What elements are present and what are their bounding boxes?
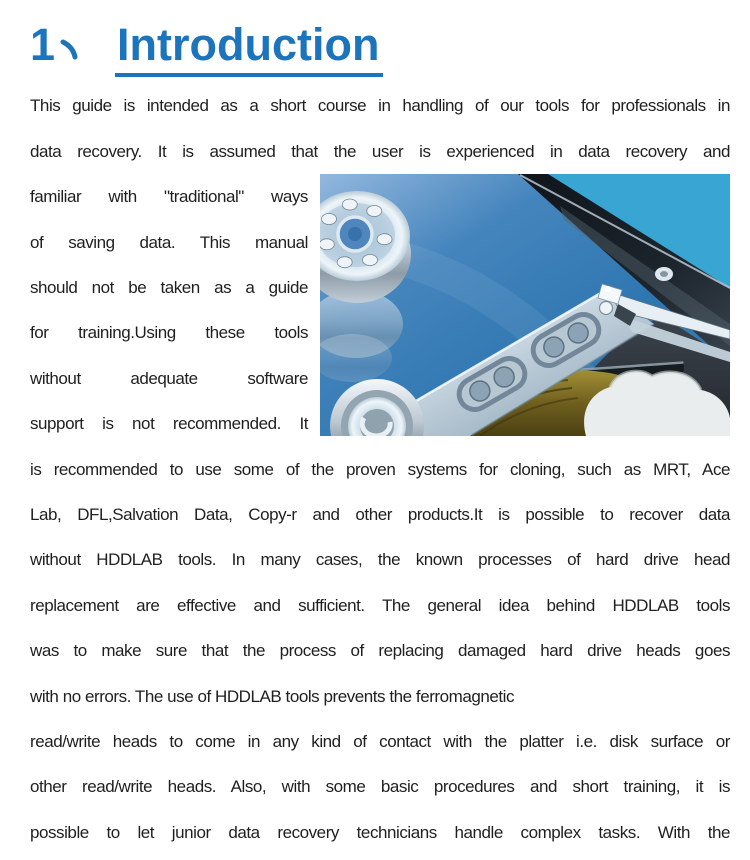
text-line: with no errors. The use of HDDLAB tools prevents the ferromagnetic [30, 686, 515, 706]
arm-screw-hole [600, 302, 613, 315]
text-line: This guide is intended as a short course in handling of our tools for professionals in [30, 96, 730, 116]
text-line: without adequate software [30, 368, 308, 388]
heading-number: 1 [30, 19, 56, 70]
text-line: should not be taken as a guide [30, 278, 308, 298]
text-line: is recommended to use some of the proven systems for cloning, such as MRT, Ace [30, 459, 730, 479]
text-line: read/write heads to come in any kind of contact with the platter i.e. disk surface or [30, 732, 730, 752]
document-page [30, 20, 730, 855]
text-line: familiar with "traditional" ways [30, 187, 308, 207]
hdd-photo-illustration [320, 174, 730, 436]
text-line: possible to let junior data recovery technicians handle complex tasks. With the [30, 822, 730, 842]
heading-title: Introduction [115, 20, 383, 77]
text-line: other read/write heads. Also, with some basic procedures and short training, it is [30, 777, 730, 797]
text-line: was to make sure that the process of replacing damaged hard drive heads goes [30, 641, 730, 661]
text-line: replacement are effective and sufficient. The general idea behind HDDLAB tools [30, 595, 730, 615]
text-line: of saving data. This manual [30, 232, 308, 252]
text-line: Lab, DFL,Salvation Data, Copy-r and other products.It is possible to recover data [30, 505, 730, 525]
body-text [30, 83, 730, 855]
text-line: for training.Using these tools [30, 323, 308, 343]
ideographic-comma-icon [59, 20, 81, 42]
text-line: support is not recommended. It [30, 414, 308, 434]
text-line: without HDDLAB tools. In many cases, the known processes of hard drive head [30, 550, 730, 570]
figure-hdd-photo [320, 174, 730, 436]
text-line: data recovery. It is assumed that the user is experienced in data recovery and [30, 141, 730, 161]
section-heading [30, 20, 730, 77]
head-glint [605, 286, 611, 292]
